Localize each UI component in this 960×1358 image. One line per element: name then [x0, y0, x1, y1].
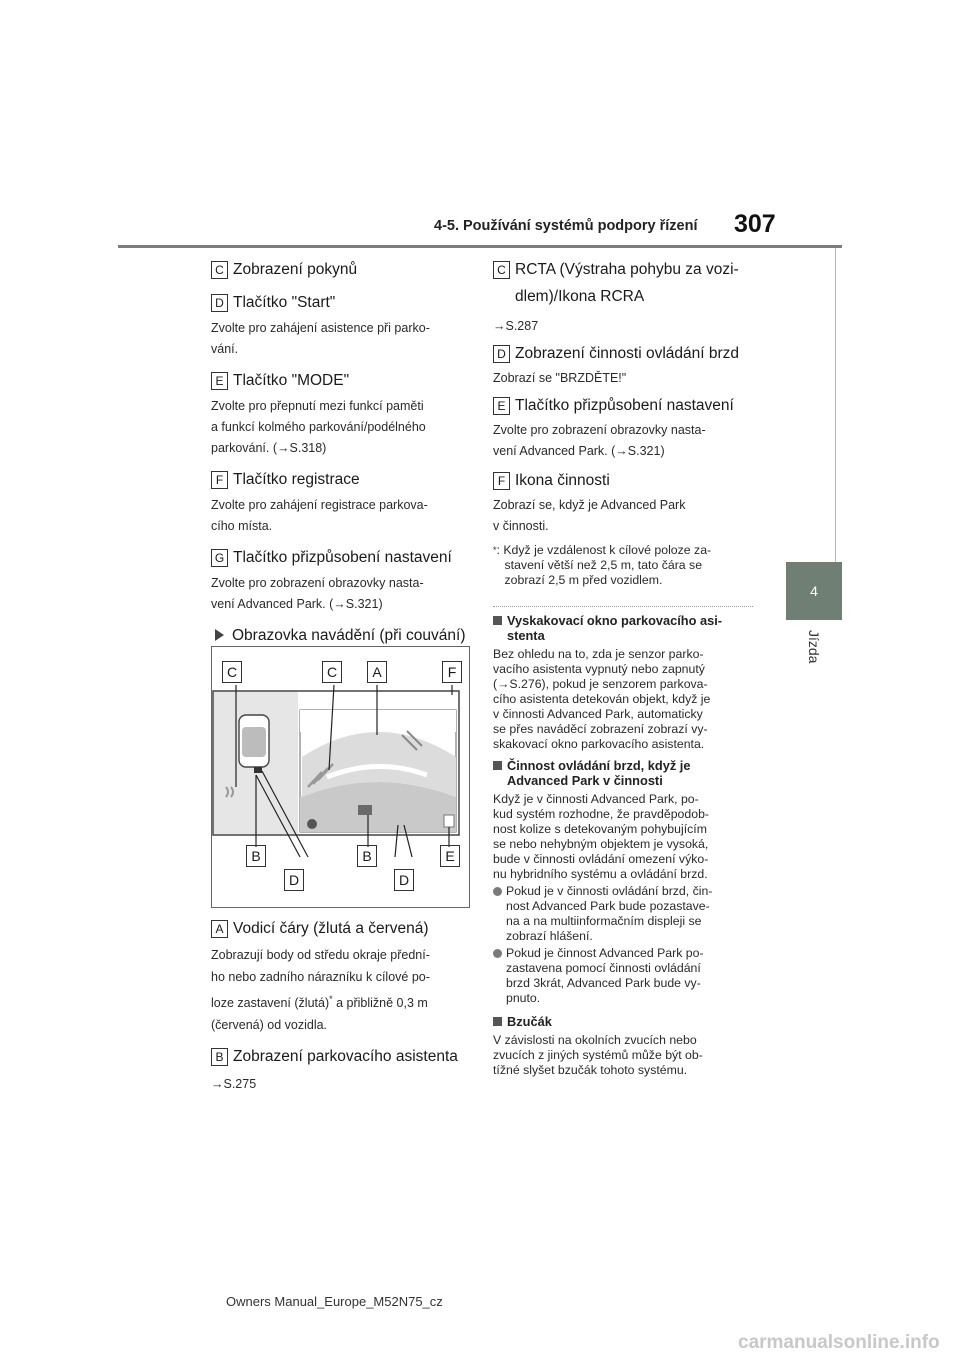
section-buzzer-title: Bzučák [493, 1014, 753, 1029]
item-f-title: F Tlačítko registrace [211, 469, 471, 490]
header-rule [118, 245, 842, 248]
callout-d-1: D [284, 869, 304, 891]
subheading-guidance-screen: Obrazovka navádění (při couvání) [211, 625, 471, 646]
watermark: carmanualsonline.info [738, 1332, 940, 1353]
circle-bullet-icon [493, 887, 502, 896]
chapter-number: 4 [810, 583, 818, 599]
callout-d-2: D [394, 869, 414, 891]
circle-bullet-icon [493, 949, 502, 958]
section-popup-title: Vyskakovací okno parkovacího asi- stenta [493, 613, 753, 643]
badge-c-right: C [493, 261, 510, 279]
page-number: 307 [734, 210, 776, 238]
section-buzzer-text: V závislosti na okolních zvucích nebo zvucích z jiných systémů může být ob- tížné slyšet bzučák tohoto systému. [493, 1033, 703, 1077]
badge-d-right: D [493, 345, 510, 363]
parking-guidance-figure [211, 646, 470, 908]
item-c-title: C Zobrazení pokynů [211, 259, 471, 280]
left-column-lower [211, 918, 473, 1091]
square-bullet-icon [493, 761, 502, 770]
tab-divider [835, 248, 836, 562]
callout-b-1: B [246, 845, 266, 867]
item-rc-title: C RCTA (Výstraha pohybu za vozi- [493, 259, 753, 280]
brake-bullet-2: Pokud je činnost Advanced Park po- zastavena pomocí činnosti ovládání brzd 3krát, Advanced Park bude vy- pnuto. [493, 946, 753, 1006]
item-rd-text: Zobrazí se "BRZDĚTE!" [493, 371, 627, 385]
callout-c-1: C [222, 661, 242, 683]
sensor-indicator [254, 767, 262, 773]
document-name: Owners Manual_Europe_M52N75_cz [226, 1294, 443, 1309]
triangle-bullet-icon [215, 629, 224, 641]
badge-f: F [211, 471, 228, 489]
callout-b-2: B [357, 845, 377, 867]
operation-icon [307, 819, 317, 829]
badge-e-right: E [493, 397, 510, 415]
badge-c: C [211, 261, 228, 279]
item-e-text: Zvolte pro přepnutí mezi funkcí paměti a funkcí kolmého parkování/podélného parkování. (→S.318) [211, 399, 426, 455]
section-title: 4-5. Používání systémů podpory řízení [434, 218, 698, 234]
badge-a: A [211, 920, 228, 938]
badge-f-right: F [493, 472, 510, 490]
left-column [211, 259, 471, 646]
item-re-title: E Tlačítko přizpůsobení nastavení [493, 395, 753, 416]
item-a-title: A Vodicí čáry (žlutá a červená) [211, 918, 473, 939]
item-g-title: G Tlačítko přizpůsobení nastavení [211, 547, 471, 568]
square-bullet-icon [493, 616, 502, 625]
badge-b: B [211, 1048, 228, 1066]
badge-g: G [211, 549, 228, 567]
callout-f: F [442, 661, 462, 683]
section-popup-text: Bez ohledu na to, zda je senzor parko- vacího asistenta vypnutý nebo zapnutý (→S.276), pokud je senzorem parkova- cího asistenta detekován objekt, když je v činnosti Advanced Park, automaticky se přes naváděcí zobrazení zobrazí vy- skakovací okno parkovacího asistenta. [493, 647, 711, 751]
item-rf-text: Zobrazí se, když je Advanced Park v činnosti. [493, 498, 686, 533]
brake-control-display [358, 805, 372, 815]
footnote: * : Když je vzdálenost k cílové poloze za- stavení větší než 2,5 m, tato čára se zobrazí 2,5 m před vozidlem. [493, 543, 712, 587]
item-f-text: Zvolte pro zahájení registrace parkova- cího místa. [211, 498, 428, 533]
callout-e: E [440, 845, 460, 867]
item-rc-title-cont: dlem)/Ikona RCRA [515, 288, 645, 305]
right-column [493, 259, 753, 1078]
item-d-text: Zvolte pro zahájení asistence při parko- vání. [211, 321, 430, 356]
badge-d: D [211, 294, 228, 312]
item-rc-ref-link[interactable]: →S.287 [493, 319, 539, 333]
callout-a: A [367, 661, 387, 683]
callout-c-2: C [322, 661, 342, 683]
square-bullet-icon [493, 1017, 502, 1026]
brake-bullet-1: Pokud je v činnosti ovládání brzd, čin- nost Advanced Park bude pozastave- na a na multiinformačním displeji se zobrazí hlášení. [493, 884, 753, 944]
section-brake-title: Činnost ovládání brzd, když je Advanced Park v činnosti [493, 758, 753, 788]
item-g-text: Zvolte pro zobrazení obrazovky nasta- vení Advanced Park. (→S.321) [211, 576, 424, 611]
item-d-title: D Tlačítko "Start" [211, 292, 471, 313]
item-a-text: Zobrazují body od středu okraje přední- ho nebo zadního nárazníku k cílové po- loze zastavení (žlutá)* a přibližně 0,3 m (červená) od vozidla. [211, 948, 430, 1033]
item-e-title: E Tlačítko "MODE" [211, 370, 471, 391]
item-rf-title: F Ikona činnosti [493, 470, 753, 491]
item-b-ref-link[interactable]: →S.275 [211, 1077, 257, 1092]
chapter-tab[interactable] [786, 562, 842, 620]
settings-button [444, 815, 454, 827]
section-divider [493, 606, 753, 613]
section-brake-text: Když je v činnosti Advanced Park, po- kud systém rozhodne, že pravděpodob- nost kolize s detekovaným pohybujícím se nebo nehybným objektem je vysoká, bude v činnosti ovládání omezení výko- nu hybridního systému a ovládání brzd. [493, 792, 710, 881]
guidance-screen-illustration [212, 647, 469, 907]
chapter-name: Jízda [806, 630, 822, 664]
item-b-title: B Zobrazení parkovacího asistenta [211, 1046, 473, 1067]
item-rd-title: D Zobrazení činnosti ovládání brzd [493, 343, 753, 364]
badge-e: E [211, 372, 228, 390]
item-re-text: Zvolte pro zobrazení obrazovky nasta- vení Advanced Park. (→S.321) [493, 423, 706, 458]
